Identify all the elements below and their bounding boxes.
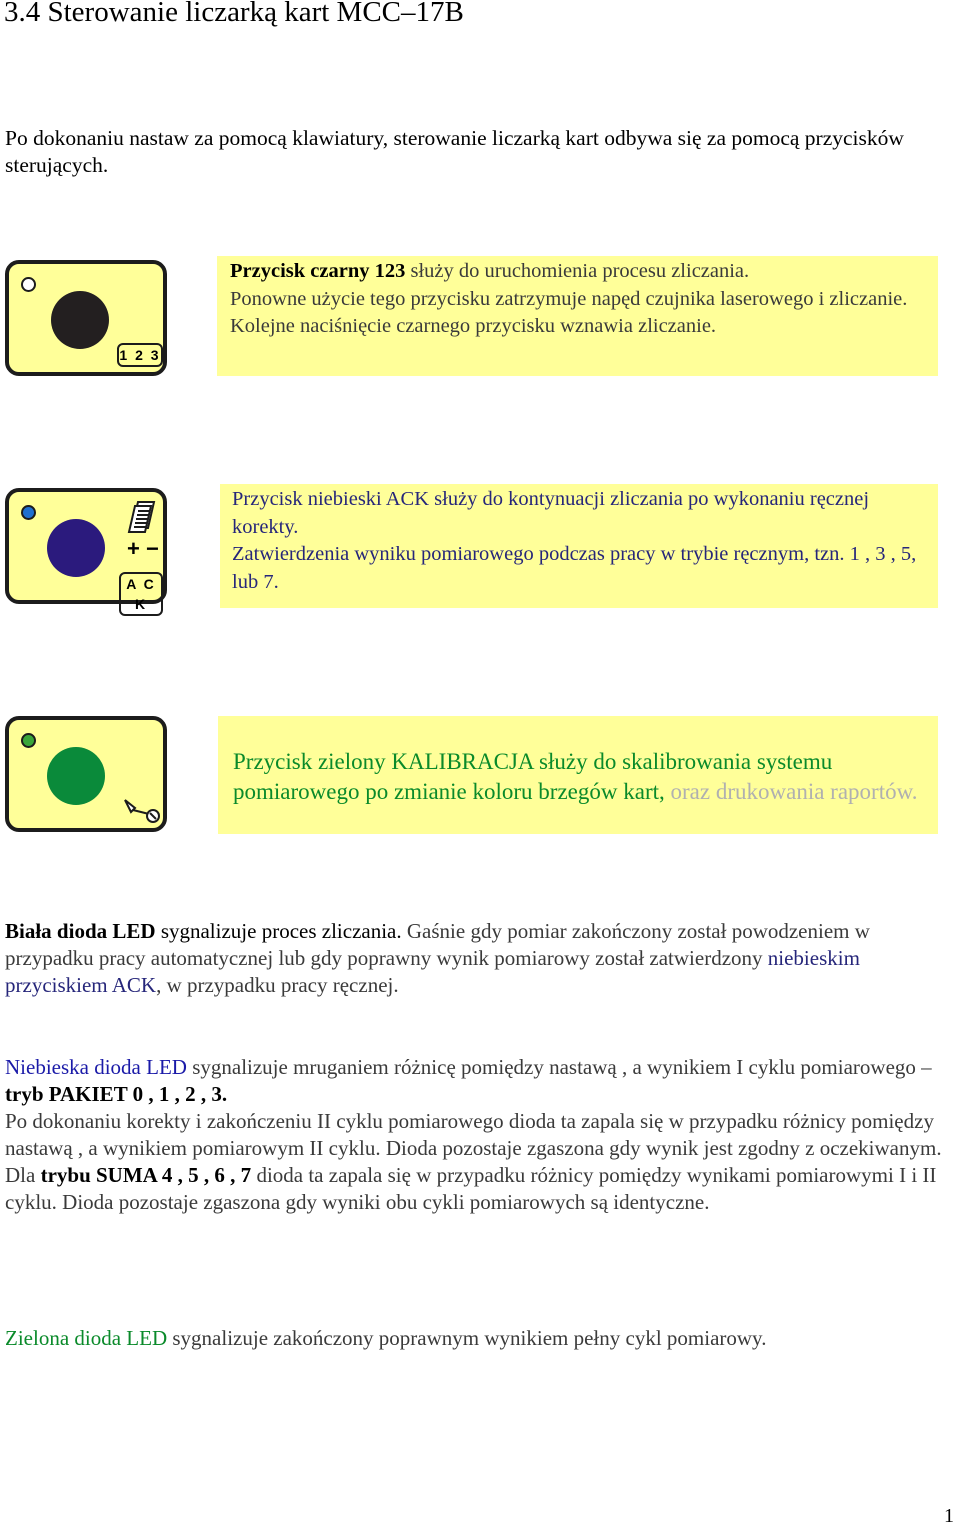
white-led-lead: Biała dioda LED [5, 919, 156, 943]
blue-led-section [5, 1054, 955, 1216]
green-led-icon [21, 733, 36, 748]
green-calibration-button[interactable] [47, 747, 105, 805]
page-title: 3.4 Sterowanie liczarką kart MCC–17B [4, 0, 464, 28]
blue-button-lead: Przycisk niebieski ACK [232, 488, 430, 510]
blue-led-para3-start: Dla [5, 1163, 41, 1187]
green-led-text: sygnalizuje zakończony poprawnym wynikiem pełny cykl pomiarowy. [167, 1326, 767, 1350]
white-led-text3: , w przypadku pracy ręcznej. [156, 973, 399, 997]
label-123: 1 2 3 [117, 343, 163, 367]
blue-led-para3-rest: dioda ta zapala się w przypadku różnicy pomiędzy wynikami pomiarowymi I i II cyklu. Dioda pozostaje zgaszona gdy wyniki obu cykli pomiarowych są identyczne. [5, 1163, 937, 1214]
blue-led-lead: Niebieska dioda LED [5, 1055, 187, 1079]
black-button-lead: Przycisk czarny 123 [230, 260, 406, 282]
blue-button-description [220, 484, 938, 608]
card-stack-icon [124, 498, 158, 538]
device-panel-123 [5, 260, 167, 376]
mode-pakiet: tryb PAKIET 0 , 1 , 2 , 3. [5, 1082, 228, 1106]
intro-paragraph: Po dokonaniu nastaw za pomocą klawiatury, sterowanie liczarką kart odbywa się za pomocą przycisków sterujących. [5, 126, 904, 177]
blue-ack-button[interactable] [47, 519, 105, 577]
device-panel-ack [5, 488, 167, 612]
device-panel-calibration [5, 716, 167, 832]
green-button-description [218, 716, 938, 834]
blue-button-line2: Zatwierdzenia wyniku pomiarowego podczas pracy w trybie ręcznym, tzn. 1 , 3 , 5, lub 7. [232, 543, 917, 593]
ack-reference: niebieskim przyciskiem ACK [5, 946, 860, 997]
label-ack: A C K [119, 572, 163, 616]
blue-led-icon [21, 505, 36, 520]
screwdriver-icon [123, 796, 163, 824]
green-led-paragraph [5, 1325, 955, 1352]
page-number: 1 [944, 1505, 954, 1527]
white-led-text2: Gaśnie gdy pomiar zakończony został powodzeniem w przypadku pracy automatycznej lub gdy poprawny wynik pomiarowy został zatwierdzony [5, 919, 870, 970]
black-button-line1: służy do uruchomienia procesu zliczania. [405, 260, 750, 282]
green-button-line1: służy do skalibrowania systemu pomiarowego po zmianie koloru brzegów kart, [233, 749, 833, 804]
blue-led-text1: sygnalizuje mruganiem różnicę pomiędzy nastawą , a wynikiem I cyklu pomiarowego – [186, 1055, 932, 1079]
green-button-faint-tail: oraz drukowania raportów. [664, 779, 918, 804]
white-led-icon [21, 277, 36, 292]
mode-suma: trybu SUMA 4 , 5 , 6 , 7 [40, 1163, 252, 1187]
green-led-lead: Zielona dioda LED [5, 1326, 168, 1350]
green-button-lead: Przycisk zielony KALIBRACJA [233, 749, 534, 774]
white-led-paragraph [5, 918, 955, 999]
black-button-line2: Ponowne użycie tego przycisku zatrzymuje napęd czujnika laserowego i zliczanie. [230, 287, 908, 310]
blue-led-para2: Po dokonaniu korekty i zakończeniu II cyklu pomiarowego dioda ta zapala się w przypadku różnicy pomiędzy nastawą , a wynikiem pomiarowym II cyklu. Dioda pozostaje zgaszona gdy wynik jest zgodny z oczekiwanym. [5, 1109, 942, 1160]
white-led-text1: sygnalizuje proces zliczania. [155, 919, 402, 943]
black-button[interactable] [51, 291, 109, 349]
black-button-line3: Kolejne naciśnięcie czarnego przycisku wznawia zliczanie. [230, 315, 717, 337]
blue-button-line1: służy do kontynuacji zliczania po wykonaniu ręcznej korekty. [232, 488, 870, 538]
plus-minus-symbol: + − [127, 536, 159, 561]
black-button-description [217, 256, 938, 376]
